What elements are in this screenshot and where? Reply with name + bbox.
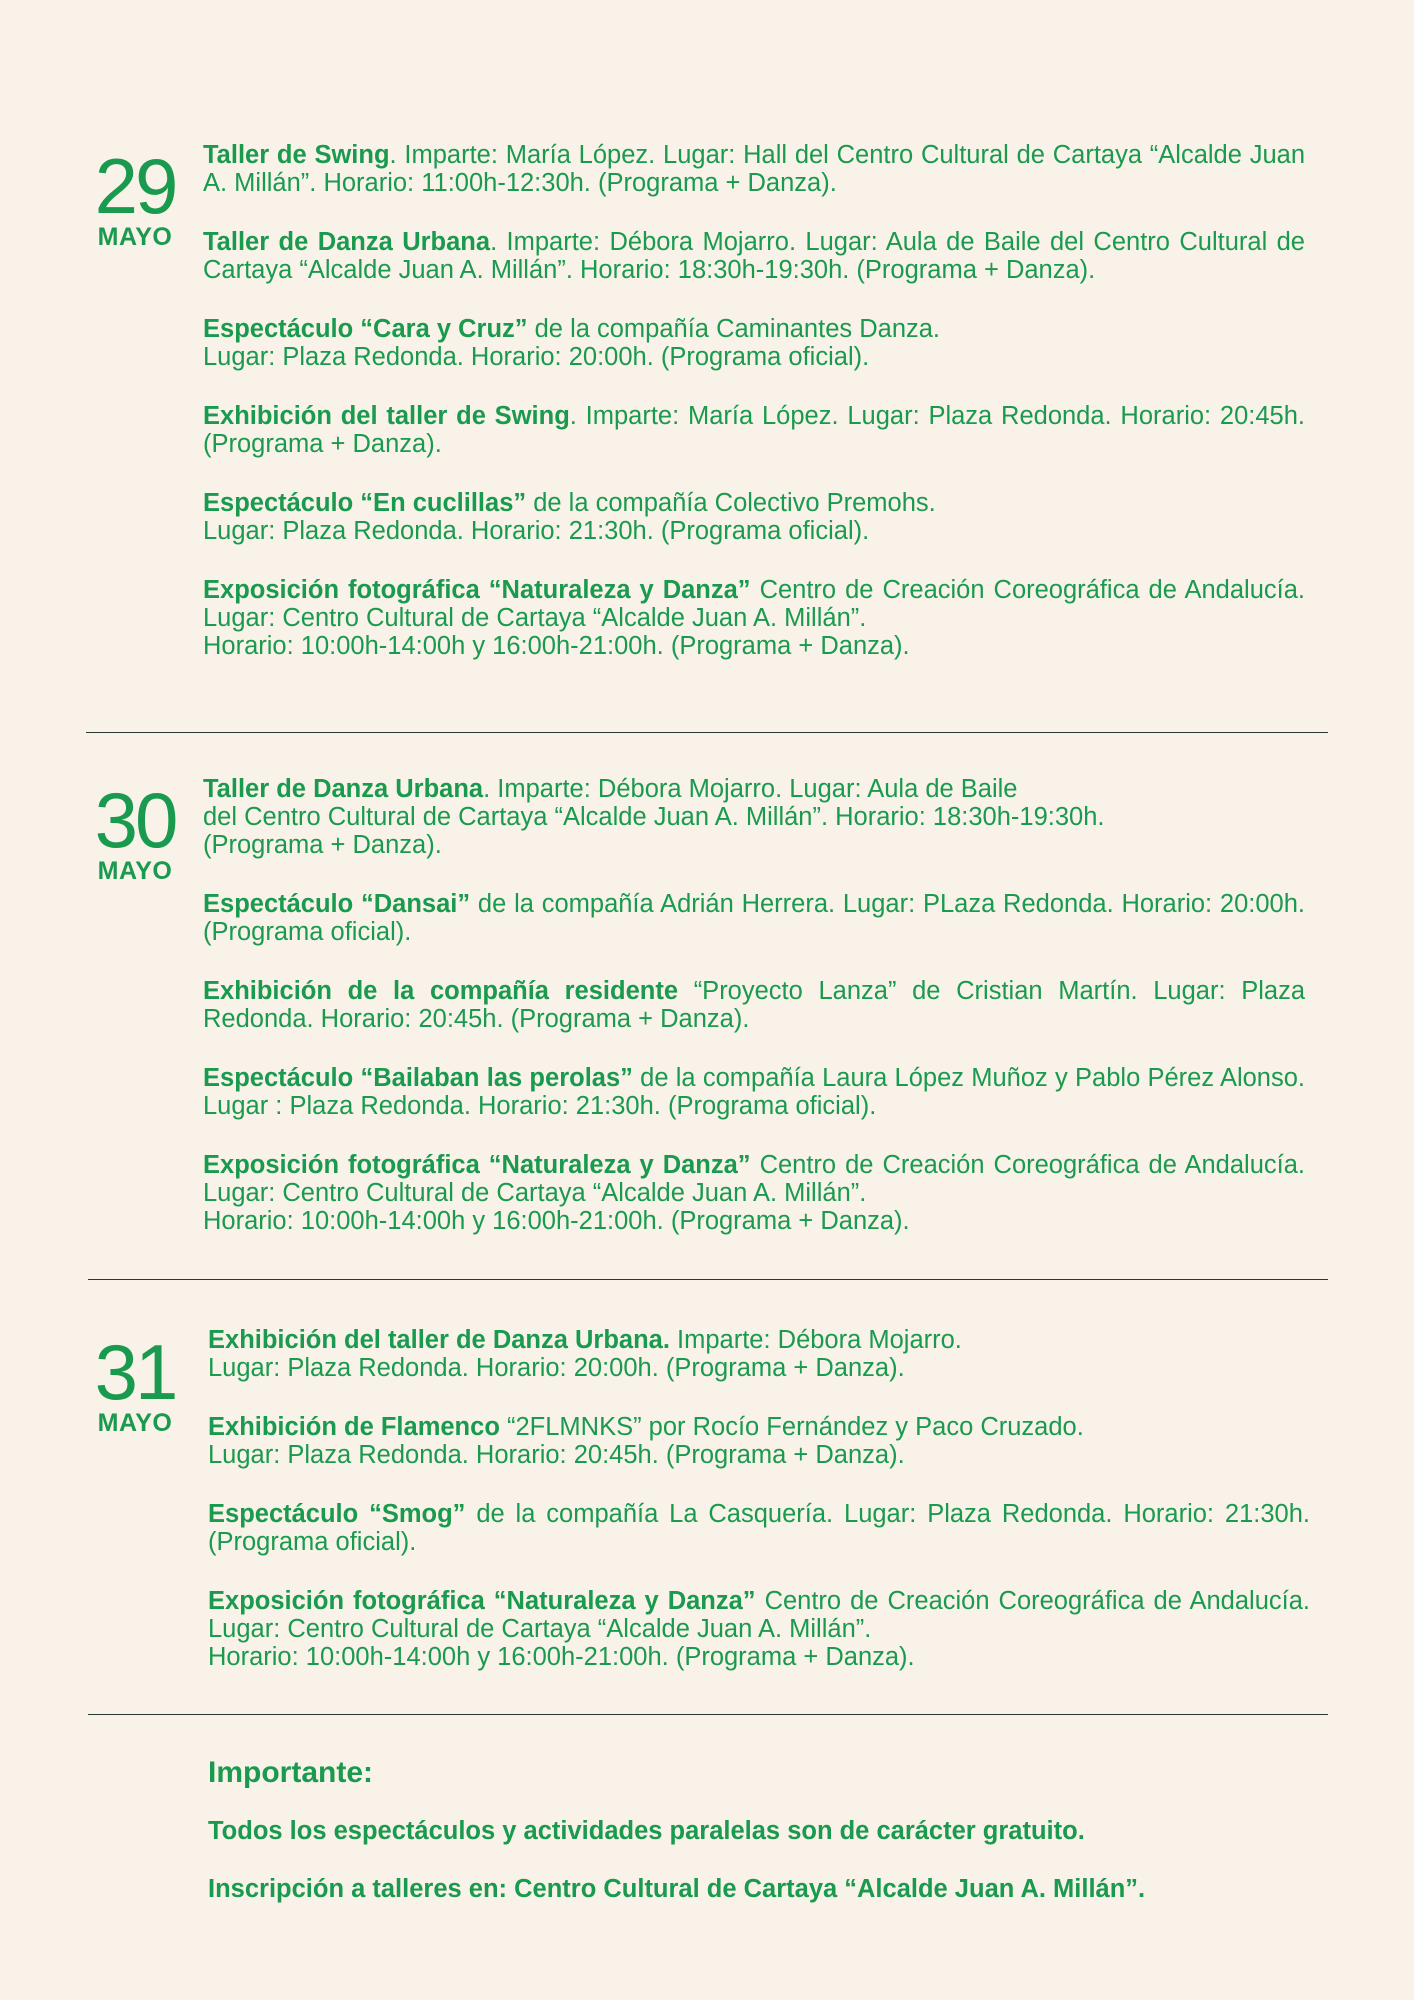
event-details: de la compañía Caminantes Danza. (527, 315, 941, 343)
event-title: Espectáculo “Smog” (208, 1500, 466, 1528)
event-title: Espectáculo “En cuclillas” (203, 489, 527, 517)
date-block (85, 142, 185, 252)
important-heading: Importante: (208, 1756, 373, 1789)
event-item (208, 1413, 1310, 1469)
event-title: Exhibición de Flamenco (208, 1413, 500, 1441)
section-divider (86, 732, 1328, 733)
event-details-line2: Lugar: Plaza Redonda. Horario: 20:45h. (Programa + Danza). (208, 1441, 905, 1469)
event-details: Centro de Creación Coreográfica de Andalucía. Lugar: Centro Cultural de Cartaya “Alcalde Juan A. Millán”. (203, 1151, 1305, 1207)
event-title: Espectáculo “Cara y Cruz” (203, 315, 528, 343)
section-divider (88, 1714, 1328, 1715)
event-list (203, 141, 1305, 691)
event-title: Exposición fotográfica “Naturaleza y Danza” (208, 1587, 756, 1615)
section-divider (88, 1279, 1328, 1280)
event-details-line2: Horario: 10:00h-14:00h y 16:00h-21:00h. (Programa + Danza). (208, 1643, 915, 1671)
event-details: de la compañía Colectivo Premohs. (526, 489, 936, 517)
event-details: . Imparte: María López. Lugar: Hall del Centro Cultural de Cartaya “Alcalde Juan A. Millán”. Horario: 11:00h-12:30h. (Programa + Danza). (203, 141, 1305, 197)
event-item (203, 977, 1305, 1033)
event-details-line2: Lugar: Plaza Redonda. Horario: 21:30h. (Programa oficial). (203, 517, 870, 545)
event-item (203, 890, 1305, 946)
event-title: Espectáculo “Bailaban las perolas” (203, 1064, 633, 1092)
event-item (208, 1587, 1310, 1671)
event-item (203, 489, 1305, 545)
event-details-line2: Lugar: Plaza Redonda. Horario: 20:00h. (Programa + Danza). (208, 1354, 905, 1382)
registration-note: Inscripción a talleres en: Centro Cultural de Cartaya “Alcalde Juan A. Millán”. (208, 1875, 1146, 1903)
event-details-line2: Horario: 10:00h-14:00h y 16:00h-21:00h. (Programa + Danza). (203, 632, 910, 660)
event-details: Centro de Creación Coreográfica de Andalucía. Lugar: Centro Cultural de Cartaya “Alcalde Juan A. Millán”. (208, 1587, 1310, 1643)
event-details-line2: del Centro Cultural de Cartaya “Alcalde Juan A. Millán”. Horario: 18:30h-19:30h. (203, 803, 1105, 831)
event-title: Taller de Danza Urbana (203, 228, 491, 256)
event-details: . Imparte: Débora Mojarro. Lugar: Aula de Baile (483, 775, 1018, 803)
event-details: “2FLMNKS” por Rocío Fernández y Paco Cruzado. (499, 1413, 1084, 1441)
important-notice (208, 1756, 1328, 1932)
date-block (85, 776, 185, 886)
event-details-line2: Horario: 10:00h-14:00h y 16:00h-21:00h. (Programa + Danza). (203, 1207, 910, 1235)
event-title: Exhibición de la compañía residente (203, 977, 679, 1005)
event-title: Exhibición del taller de Danza Urbana. (208, 1326, 670, 1354)
event-item (203, 315, 1305, 371)
event-title: Taller de Danza Urbana (203, 775, 484, 803)
event-title: Exhibición del taller de Swing (203, 402, 570, 430)
event-item (208, 1500, 1310, 1556)
day-number: 31 (94, 1328, 176, 1416)
event-list (203, 775, 1305, 1266)
event-item (203, 228, 1305, 284)
event-item (203, 775, 1305, 859)
event-title: Espectáculo “Dansai” (203, 890, 471, 918)
event-details: . Imparte: Débora Mojarro. Lugar: Aula de Baile del Centro Cultural de Cartaya “Alcalde Juan A. Millán”. Horario: 18:30h-19:30h. (Programa + Danza). (203, 228, 1305, 284)
month-label: MAYO (97, 857, 173, 885)
event-details: . Imparte: María López. Lugar: Plaza Redonda. Horario: 20:45h. (Programa + Danza). (203, 402, 1306, 458)
event-title: Exposición fotográfica “Naturaleza y Danza” (203, 576, 751, 604)
event-details: Centro de Creación Coreográfica de Andalucía. Lugar: Centro Cultural de Cartaya “Alcalde Juan A. Millán”. (203, 576, 1305, 632)
free-admission-note: Todos los espectáculos y actividades paralelas son de carácter gratuito. (208, 1817, 1085, 1845)
event-details-line2: Lugar: Plaza Redonda. Horario: 20:00h. (Programa oficial). (203, 343, 870, 371)
event-item (203, 1064, 1305, 1120)
event-title: Exposición fotográfica “Naturaleza y Danza” (203, 1151, 751, 1179)
event-item (203, 141, 1305, 197)
event-item (203, 1151, 1305, 1235)
event-item (208, 1326, 1310, 1382)
event-details: “Proyecto Lanza” de Cristian Martín. Lugar: Plaza Redonda. Horario: 20:45h. (Programa + Danza). (203, 977, 1305, 1033)
day-number: 29 (94, 142, 176, 230)
event-details: de la compañía Adrián Herrera. Lugar: PLaza Redonda. Horario: 20:00h. (Programa oficial). (203, 890, 1305, 946)
event-details: de la compañía La Casquería. Lugar: Plaza Redonda. Horario: 21:30h. (Programa oficial). (208, 1500, 1310, 1556)
month-label: MAYO (97, 223, 173, 251)
day-number: 30 (94, 776, 176, 864)
event-item (203, 576, 1305, 660)
event-details-line3: (Programa + Danza). (203, 831, 442, 859)
event-details: de la compañía Laura López Muñoz y Pablo Pérez Alonso. Lugar : Plaza Redonda. Horario: 21:30h. (Programa oficial). (203, 1064, 1306, 1120)
month-label: MAYO (97, 1409, 173, 1437)
date-block (85, 1328, 185, 1438)
event-item (203, 402, 1305, 458)
event-title: Taller de Swing (203, 141, 390, 169)
event-list (208, 1326, 1310, 1702)
event-details: Imparte: Débora Mojarro. (669, 1326, 962, 1354)
